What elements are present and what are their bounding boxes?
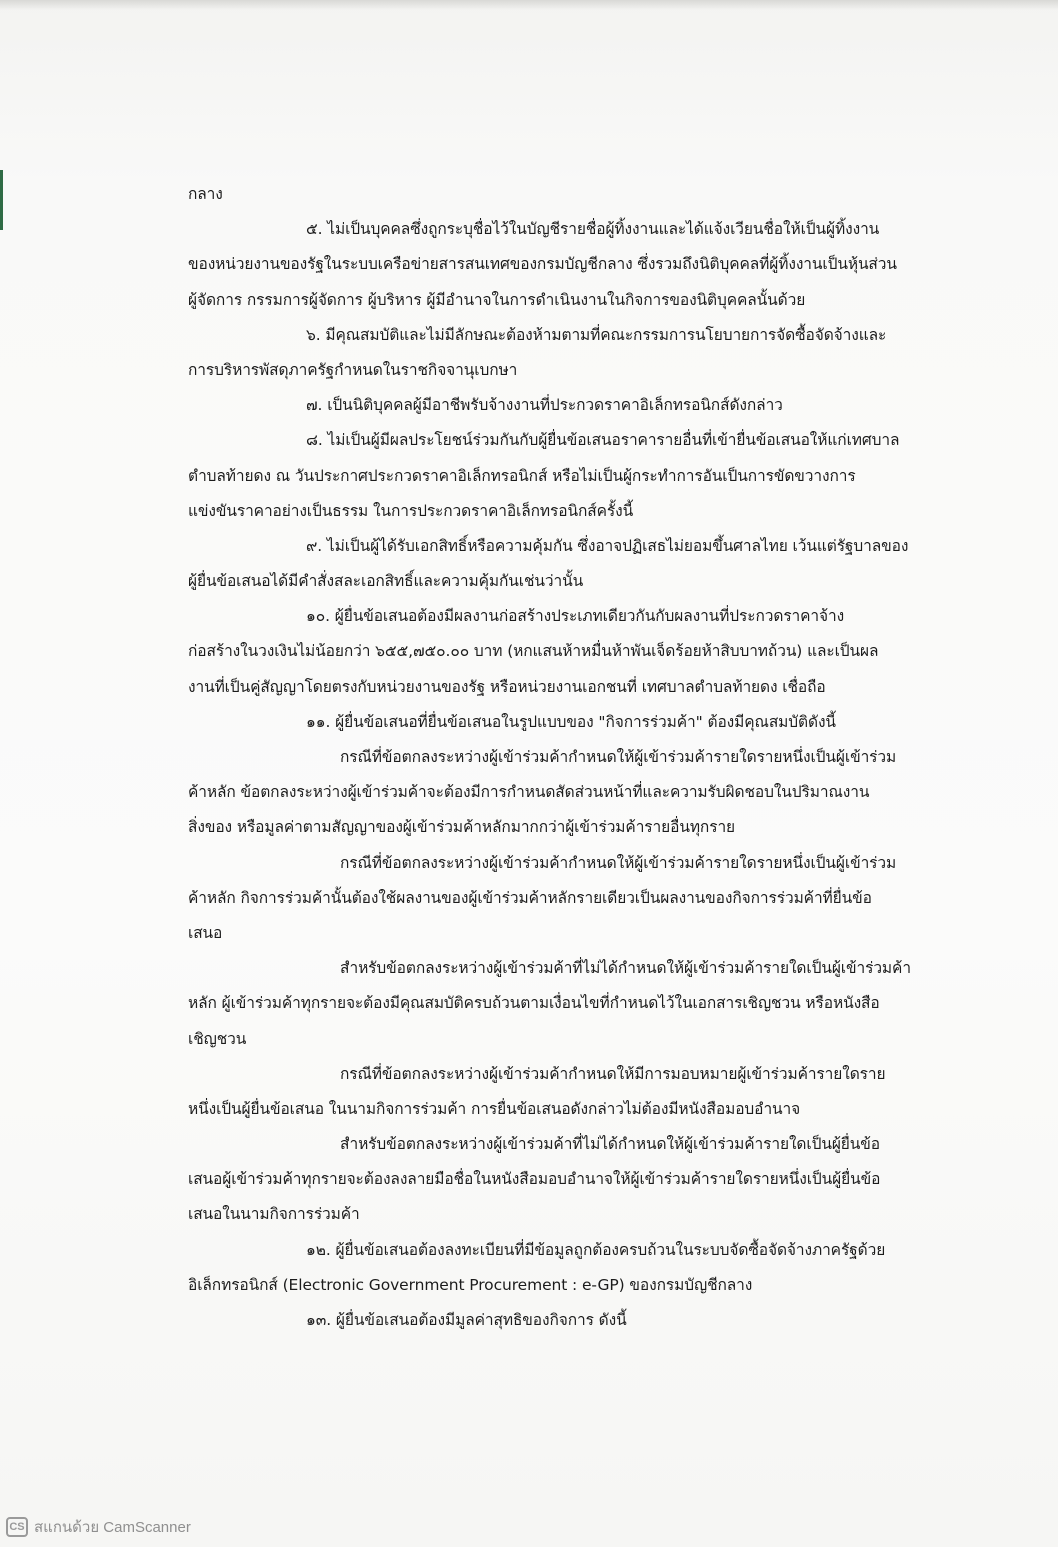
watermark-text: สแกนด้วย CamScanner [34, 1519, 191, 1536]
document-line: กรณีที่ข้อตกลงระหว่างผู้เข้าร่วมค้ากำหนดให้มีการมอบหมายผู้เข้าร่วมค้ารายใดราย [340, 1064, 886, 1083]
document-line: กรณีที่ข้อตกลงระหว่างผู้เข้าร่วมค้ากำหนดให้ผู้เข้าร่วมค้ารายใดรายหนึ่งเป็นผู้เข้าร่วม [340, 853, 897, 872]
document-line: เชิญชวน [188, 1029, 247, 1048]
document-line: ตำบลท้ายดง ณ วันประกาศประกวดราคาอิเล็กทรอนิกส์ หรือไม่เป็นผู้กระทำการอันเป็นการขัดขวางการ [188, 466, 856, 485]
document-line: หนึ่งเป็นผู้ยื่นข้อเสนอ ในนามกิจการร่วมค้า การยื่นข้อเสนอดังกล่าวไม่ต้องมีหนังสือมอบอำนาจ [188, 1099, 801, 1118]
camscanner-logo-icon: CS [6, 1517, 28, 1537]
document-line: ๑๑. ผู้ยื่นข้อเสนอที่ยื่นข้อเสนอในรูปแบบของ "กิจการร่วมค้า" ต้องมีคุณสมบัติดังนี้ [306, 712, 836, 731]
document-line: ผู้จัดการ กรรมการผู้จัดการ ผู้บริหาร ผู้มีอำนาจในการดำเนินงานในกิจการของนิติบุคคลนั้นด้วย [188, 290, 806, 309]
document-line: ๑๒. ผู้ยื่นข้อเสนอต้องลงทะเบียนที่มีข้อมูลถูกต้องครบถ้วนในระบบจัดซื้อจัดจ้างภาครัฐด้วย [306, 1240, 886, 1259]
document-line: ๑๓. ผู้ยื่นข้อเสนอต้องมีมูลค่าสุทธิของกิจการ ดังนี้ [306, 1311, 627, 1329]
document-line: ๑๐. ผู้ยื่นข้อเสนอต้องมีผลงานก่อสร้างประเภทเดียวกันกับผลงานที่ประกวดราคาจ้าง [306, 607, 845, 626]
document-line: เสนอในนามกิจการร่วมค้า [188, 1205, 360, 1224]
document-line: ผู้ยื่นข้อเสนอได้มีคำสั่งสละเอกสิทธิ์และความคุ้มกันเช่นว่านั้น [188, 572, 584, 591]
document-line: ๖. มีคุณสมบัติและไม่มีลักษณะต้องห้ามตามที่คณะกรรมการนโยบายการจัดซื้อจัดจ้างและ [306, 325, 887, 344]
document-line: หลัก ผู้เข้าร่วมค้าทุกรายจะต้องมีคุณสมบัติครบถ้วนตามเงื่อนไขที่กำหนดไว้ในเอกสารเชิญชวน หรือหนังสือ [188, 994, 880, 1013]
document-line: การบริหารพัสดุภาครัฐกำหนดในราชกิจจานุเบกษา [188, 360, 518, 379]
document-line: กลาง [188, 185, 223, 203]
document-line: สิ่งของ หรือมูลค่าตามสัญญาของผู้เข้าร่วมค้าหลักมากกว่าผู้เข้าร่วมค้ารายอื่นทุกราย [188, 818, 736, 837]
document-line: อิเล็กทรอนิกส์ (Electronic Government Procurement : e-GP) ของกรมบัญชีกลาง [188, 1275, 753, 1294]
document-line: ค้าหลัก กิจการร่วมค้านั้นต้องใช้ผลงานของผู้เข้าร่วมค้าหลักรายเดียวเป็นผลงานของกิจการร่วมค้าที่ยื่นข้อ [188, 888, 872, 907]
document-line: ๗. เป็นนิติบุคคลผู้มีอาชีพรับจ้างงานที่ประกวดราคาอิเล็กทรอนิกส์ดังกล่าว [306, 396, 783, 415]
document-line: เสนอผู้เข้าร่วมค้าทุกรายจะต้องลงลายมือชื่อในหนังสือมอบอำนาจให้ผู้เข้าร่วมค้ารายใดรายหนึ่งเป็นผู้ยื่นข้อ [188, 1170, 881, 1189]
document-line: สำหรับข้อตกลงระหว่างผู้เข้าร่วมค้าที่ไม่ได้กำหนดให้ผู้เข้าร่วมค้ารายใดเป็นผู้เข้าร่วมค้า [340, 959, 911, 978]
document-line: ค้าหลัก ข้อตกลงระหว่างผู้เข้าร่วมค้าจะต้องมีการกำหนดสัดส่วนหน้าที่และความรับผิดชอบในปริมาณงาน [188, 783, 870, 802]
document-line: ๕. ไม่เป็นบุคคลซึ่งถูกระบุชื่อไว้ในบัญชีรายชื่อผู้ทิ้งงานและได้แจ้งเวียนชื่อให้เป็นผู้ทิ้งงาน [306, 220, 880, 239]
document-line: เสนอ [188, 923, 223, 942]
document-line: ของหน่วยงานของรัฐในระบบเครือข่ายสารสนเทศของกรมบัญชีกลาง ซึ่งรวมถึงนิติบุคคลที่ผู้ทิ้งงานเป็นหุ้นส่วน [188, 255, 897, 274]
document-line: กรณีที่ข้อตกลงระหว่างผู้เข้าร่วมค้ากำหนดให้ผู้เข้าร่วมค้ารายใดรายหนึ่งเป็นผู้เข้าร่วม [340, 748, 897, 766]
top-edge-shadow [0, 0, 1058, 10]
document-line: ๙. ไม่เป็นผู้ได้รับเอกสิทธิ์หรือความคุ้มกัน ซึ่งอาจปฏิเสธไม่ยอมขึ้นศาลไทย เว้นแต่รัฐบาลของ [306, 536, 909, 555]
document-line: ๘. ไม่เป็นผู้มีผลประโยชน์ร่วมกันกับผู้ยื่นข้อเสนอราคารายอื่นที่เข้ายื่นข้อเสนอให้แก่เทศบาล [306, 431, 900, 450]
document-line: งานที่เป็นคู่สัญญาโดยตรงกับหน่วยงานของรัฐ หรือหน่วยงานเอกชนที่ เทศบาลตำบลท้ายดง เชื่อถือ [188, 677, 826, 696]
camscanner-watermark [6, 1515, 191, 1539]
document-line: แข่งขันราคาอย่างเป็นธรรม ในการประกวดราคาอิเล็กทรอนิกส์ครั้งนี้ [188, 501, 634, 520]
document-body [188, 177, 928, 1338]
document-line: สำหรับข้อตกลงระหว่างผู้เข้าร่วมค้าที่ไม่ได้กำหนดให้ผู้เข้าร่วมค้ารายใดเป็นผู้ยื่นข้อ [340, 1135, 880, 1154]
left-edge-mark [0, 170, 3, 230]
document-line: ก่อสร้างในวงเงินไม่น้อยกว่า ๖๕๕,๗๕๐.๐๐ บาท (หกแสนห้าหมื่นห้าพันเจ็ดร้อยห้าสิบบาทถ้วน) และเป็นผล [188, 642, 879, 661]
